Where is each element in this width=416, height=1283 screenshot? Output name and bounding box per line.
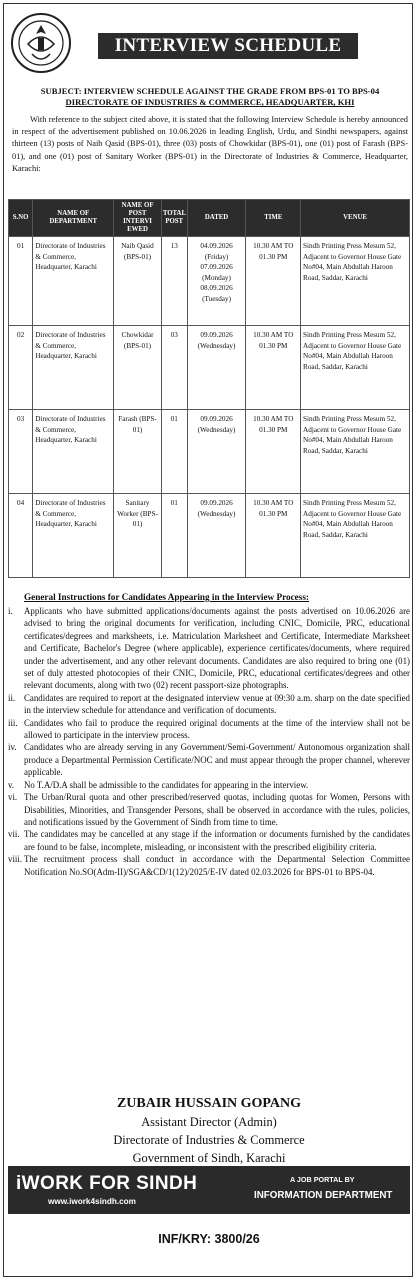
table-row	[9, 237, 410, 326]
intro-paragraph: With reference to the subject cited above, it is stated that the following Interview Schedule is hereby announced in respect of the advertisement published on 10.06.2026 in leading English, Urdu, and Sindhi newspapers, against thirteen (13) posts of Naib Qasid (BPS-01), three (03) posts of Chowkidar (BPS-01), one (01) post of Farash (BPS-01), and one (01) post of Sanitary Worker (BPS-01) in the Directorate of Industries & Commerce, Headquarter, Karachi:	[12, 115, 408, 173]
cell-total: 13	[161, 237, 187, 326]
subject	[14, 86, 406, 108]
instructions-title: General Instructions for Candidates Appearing in the Interview Process:	[24, 592, 309, 602]
table-header-row	[9, 200, 410, 237]
item-number: ii.	[8, 692, 16, 703]
list-item	[8, 779, 410, 791]
cell-time: 10.30 AM TO 01.30 PM	[246, 410, 301, 494]
table-row	[9, 494, 410, 578]
item-text: The Urban/Rural quota and other prescribed/reserved quotas, including quotas for Women, Persons with Disabilities, Minorities, and Transgender Persons, shall be observed in accordance with the rules, policies, and notifications issued by the Government of Sindh from time to time.	[24, 792, 410, 827]
cell-venue: Sindh Printing Press Mesum 52, Adjacent to Governor House Gate No#04, Main Abdullah Haroon Road, Saddar, Karachi	[301, 410, 410, 494]
cell-venue: Sindh Printing Press Mesum 52, Adjacent to Governor House Gate No#04, Main Abdullah Haroon Road, Saddar, Karachi	[301, 237, 410, 326]
item-number: i.	[8, 606, 13, 616]
signatory-government: Government of Sindh, Karachi	[132, 1151, 286, 1165]
cell-total: 01	[161, 494, 187, 578]
item-number: vi.	[8, 792, 18, 803]
cell-time: 10.30 AM TO 01.30 PM	[246, 494, 301, 578]
cell-department: Directorate of Industries & Commerce, Headquarter, Karachi	[33, 237, 114, 326]
list-item	[8, 828, 410, 853]
cell-post: Farash (BPS-01)	[114, 410, 162, 494]
cell-post: Sanitary Worker (BPS-01)	[114, 494, 162, 578]
cell-total: 03	[161, 326, 187, 410]
page-title: INTERVIEW SCHEDULE	[98, 33, 358, 59]
cell-post: Naib Qasid (BPS-01)	[114, 237, 162, 326]
schedule-table	[8, 199, 410, 578]
header-total: TOTAL POST	[161, 200, 187, 237]
cell-sno: 03	[9, 410, 33, 494]
footer-banner	[8, 1166, 410, 1214]
table-row	[9, 326, 410, 410]
instructions-list	[8, 605, 410, 878]
cell-time: 10.30 AM TO 01.30 PM	[246, 237, 301, 326]
portal-owner: INFORMATION DEPARTMENT	[254, 1190, 393, 1201]
cell-sno: 02	[9, 326, 33, 410]
list-item	[8, 692, 410, 717]
subject-department: DIRECTORATE OF INDUSTRIES & COMMERCE, HEADQUARTER, KHI	[65, 97, 355, 107]
header-venue: VENUE	[301, 200, 410, 237]
signature-block	[4, 1095, 414, 1167]
header-time: TIME	[246, 200, 301, 237]
cell-venue: Sindh Printing Press Mesum 52, Adjacent to Governor House Gate No#04, Main Abdullah Haroon Road, Saddar, Karachi	[301, 326, 410, 410]
table-row	[9, 410, 410, 494]
item-number: iii.	[8, 717, 18, 728]
list-item	[8, 853, 410, 878]
cell-department: Directorate of Industries & Commerce, Headquarter, Karachi	[33, 494, 114, 578]
cell-dated: 04.09.2026 (Friday) 07.09.2026 (Monday) 08.09.2026 (Tuesday)	[187, 237, 246, 326]
header-sno: S.NO	[9, 200, 33, 237]
cell-dated: 09.09.2026 (Wednesday)	[187, 494, 246, 578]
item-text: Candidates are required to report at the designated interview venue at 09:30 a.m. sharp on the date specified in the interview schedule for attendance and verification of documents.	[24, 692, 410, 716]
item-text: Candidates who are already serving in any Government/Semi-Government/ Autonomous organization shall produce a Departmental Permission Certificate/NOC and must appear through the proper channel, wherever applicable.	[24, 742, 410, 778]
cell-sno: 01	[9, 237, 33, 326]
item-text: The candidates may be cancelled at any stage if the information or documents furnished by the candidates are found to be false, incomplete, misleading, or inconsistent with the prescribed eligibility criteria.	[24, 829, 410, 852]
cell-sno: 04	[9, 494, 33, 578]
cell-department: Directorate of Industries & Commerce, Headquarter, Karachi	[33, 410, 114, 494]
portal-tagline: A JOB PORTAL BY	[290, 1175, 355, 1184]
cell-dated: 09.09.2026 (Wednesday)	[187, 410, 246, 494]
signatory-office: Directorate of Industries & Commerce	[113, 1133, 305, 1147]
list-item	[8, 741, 410, 778]
list-item	[8, 717, 410, 742]
brand-logo: iWORK FOR SINDH	[16, 1173, 198, 1194]
list-item	[8, 791, 410, 828]
advertisement-page	[3, 3, 413, 1277]
list-item	[8, 605, 410, 692]
item-text: Applicants who have submitted applications/documents against the posts advertised on 10.06.2026 are advised to bring the original documents for verification, including CNIC, Domicile, PRC, educational certificates/degrees and marksheets, i.e. Matriculation Marksheet and Certificate, Intermediate Marksheet and Certificate, Bachelor's Degree (where applicable), experience certificates/documents, where required under the advertisement, and any other relevant documents. Candidates are also required to bring one (01) set of duly attested photocopies of their CNIC, Domicile, PRC, educational certificates/degrees and other relevant documents, along with two (02) recent passport-size photographs.	[24, 606, 410, 691]
portal-link[interactable]: www.iwork4sindh.com	[48, 1197, 136, 1206]
header-dated: DATED	[187, 200, 246, 237]
item-number: viii.	[8, 854, 23, 865]
header-department: NAME OF DEPARTMENT	[33, 200, 114, 237]
signatory-designation: Assistant Director (Admin)	[141, 1115, 277, 1129]
item-text: The recruitment process shall conduct in accordance with the Departmental Selection Committee Notification No.SO(Adm-II)/SGA&CD/1(12)/2025/E-IV dated 02.03.2026 for BPS-01 to BPS-04.	[24, 854, 410, 877]
item-number: vii.	[8, 829, 20, 840]
cell-venue: Sindh Printing Press Mesum 52, Adjacent to Governor House Gate No#04, Main Abdullah Haroon Road, Saddar, Karachi	[301, 494, 410, 578]
cell-total: 01	[161, 410, 187, 494]
subject-line: SUBJECT: INTERVIEW SCHEDULE AGAINST THE GRADE FROM BPS-01 TO BPS-04	[40, 86, 380, 96]
cell-department: Directorate of Industries & Commerce, Headquarter, Karachi	[33, 326, 114, 410]
header-post: NAME OF POST INTERVI EWED	[114, 200, 162, 237]
header	[6, 6, 410, 78]
item-text: Candidates who fail to produce the required original documents at the time of the interview shall not be allowed to participate in the interview process.	[24, 717, 410, 741]
cell-time: 10.30 AM TO 01.30 PM	[246, 326, 301, 410]
item-number: iv.	[8, 742, 17, 753]
item-number: v.	[8, 779, 15, 790]
cell-post: Chowkidar (BPS-01)	[114, 326, 162, 410]
signatory-name: ZUBAIR HUSSAIN GOPANG	[116, 1096, 302, 1111]
government-seal-icon	[10, 12, 72, 74]
reference-number: INF/KRY: 3800/26	[158, 1232, 260, 1246]
item-text: No T.A/D.A shall be admissible to the candidates for appearing in the interview.	[24, 779, 309, 790]
cell-dated: 09.09.2026 (Wednesday)	[187, 326, 246, 410]
